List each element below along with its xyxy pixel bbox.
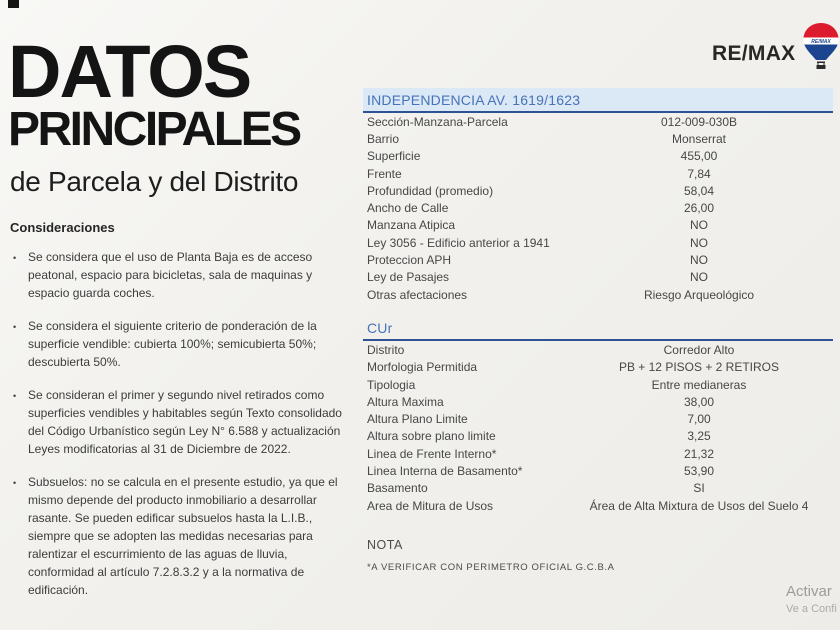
row-label: Linea Interna de Basamento* xyxy=(367,463,523,478)
table-row xyxy=(363,113,833,130)
row-value: 58,04 xyxy=(683,183,715,198)
cur-table-rows xyxy=(363,341,833,514)
table-row xyxy=(363,445,833,462)
table-row xyxy=(363,251,833,268)
nota-block xyxy=(363,538,833,573)
row-value: 53,90 xyxy=(683,463,715,478)
row-value: 38,00 xyxy=(683,394,715,409)
page-title-line2: PRINCIPALES xyxy=(8,103,300,157)
row-label: Area de Mitura de Usos xyxy=(367,498,494,513)
table-row xyxy=(363,497,833,514)
page-title-line1: DATOS xyxy=(8,30,251,113)
row-label: Distrito xyxy=(367,342,405,357)
row-value: NO xyxy=(690,270,708,285)
table-row xyxy=(363,480,833,497)
considerations-heading: Consideraciones xyxy=(10,220,115,236)
table-row xyxy=(363,234,833,251)
corner-decoration xyxy=(8,0,19,8)
row-label: Manzana Atipica xyxy=(367,218,456,233)
table-row xyxy=(363,182,833,199)
row-label: Morfologia Permitida xyxy=(367,360,478,375)
row-value: Monserrat xyxy=(671,131,727,146)
consideration-item: • Se consideran el primer y segundo nivel retirados como superficies vendibles y habitables según Texto consolidado del Código Urbanístico según Ley N° 6.588 y actualización Leyes modificatorias al 31 de Diciembre de 2022. xyxy=(8,386,344,458)
row-value: NO xyxy=(690,235,708,250)
consideration-item: • Se considera que el uso de Planta Baja es de acceso peatonal, espacio para bicicletas, sala de maquinas y espacio guarda coches. xyxy=(8,248,344,302)
watermark-line2: Ve a Confi xyxy=(786,603,837,615)
parcel-table xyxy=(363,88,833,303)
table-row xyxy=(363,428,833,445)
row-label: Profundidad (promedio) xyxy=(367,183,494,198)
row-value: 21,32 xyxy=(683,446,715,461)
row-value: Corredor Alto xyxy=(663,342,735,357)
considerations-list xyxy=(8,248,344,599)
table-row xyxy=(363,130,833,147)
row-value: Área de Alta Mixtura de Usos del Suelo 4 xyxy=(589,498,809,513)
row-label: Altura Plano Limite xyxy=(367,412,468,427)
row-label: Altura sobre plano limite xyxy=(367,429,496,444)
page-subtitle: de Parcela y del Distrito xyxy=(10,166,299,198)
table-row xyxy=(363,269,833,286)
row-value: PB + 12 PISOS + 2 RETIROS xyxy=(618,360,780,375)
parcel-table-rows xyxy=(363,113,833,303)
nota-text: *A VERIFICAR CON PERIMETRO OFICIAL G.C.B.A xyxy=(367,562,615,574)
table-row xyxy=(363,165,833,182)
row-label: Proteccion APH xyxy=(367,253,452,268)
row-value: 012-009-030B xyxy=(660,114,738,129)
row-value: Riesgo Arqueológico xyxy=(643,287,755,302)
row-label: Barrio xyxy=(367,131,400,146)
left-column xyxy=(8,30,356,614)
windows-activation-watermark xyxy=(786,583,837,615)
row-label: Ley de Pasajes xyxy=(367,270,450,285)
table-row xyxy=(363,359,833,376)
row-label: Frente xyxy=(367,166,402,181)
remax-balloon-icon xyxy=(801,22,840,72)
row-label: Ancho de Calle xyxy=(367,201,449,216)
table-row xyxy=(363,199,833,216)
table-row xyxy=(363,410,833,427)
row-label: Basamento xyxy=(367,481,428,496)
row-value: Entre medianeras xyxy=(651,377,747,392)
row-label: Tipologia xyxy=(367,377,416,392)
table-row xyxy=(363,148,833,165)
remax-wordmark: RE/MAX xyxy=(712,42,796,65)
balloon-text: RE/MAX xyxy=(811,39,832,45)
nota-heading: NOTA xyxy=(367,538,403,553)
consideration-item: • Se considera el siguiente criterio de ponderación de la superficie vendible: cubierta 100%; semicubierta 50%; descubierta 50%. xyxy=(8,317,344,371)
row-value: 455,00 xyxy=(680,149,718,164)
row-label: Ley 3056 - Edificio anterior a 1941 xyxy=(367,235,550,250)
parcel-table-title: INDEPENDENCIA AV. 1619/1623 xyxy=(363,88,833,113)
right-column xyxy=(363,88,833,573)
row-label: Linea de Frente Interno* xyxy=(367,446,497,461)
table-row xyxy=(363,376,833,393)
row-label: Superficie xyxy=(367,149,421,164)
cur-table-title: CUr xyxy=(363,320,833,341)
row-value: NO xyxy=(690,253,708,268)
row-value: 3,25 xyxy=(687,429,711,444)
table-row xyxy=(363,393,833,410)
row-value: NO xyxy=(690,218,708,233)
row-value: 26,00 xyxy=(683,201,715,216)
row-label: Sección-Manzana-Parcela xyxy=(367,114,508,129)
remax-logo xyxy=(712,22,840,72)
table-row xyxy=(363,341,833,358)
watermark-line1: Activar xyxy=(786,583,832,600)
row-label: Otras afectaciones xyxy=(367,287,468,302)
consideration-item: • Subsuelos: no se calcula en el presente estudio, ya que el mismo depende del producto inmobiliario a desarrollar rasante. Se pueden edificar subsuelos hasta la L.I.B., siempre que se adopten las medidas necesarias para ralentizar el escurrimiento de las aguas de lluvia, conformidad al artículo 7.2.8.3.2 y a la normativa de edificación. xyxy=(8,473,344,599)
table-row xyxy=(363,462,833,479)
cur-table xyxy=(363,320,833,514)
table-row xyxy=(363,217,833,234)
row-value: 7,84 xyxy=(687,166,711,181)
row-label: Altura Maxima xyxy=(367,394,444,409)
row-value: 7,00 xyxy=(687,412,711,427)
row-value: SI xyxy=(693,481,705,496)
table-row xyxy=(363,286,833,303)
